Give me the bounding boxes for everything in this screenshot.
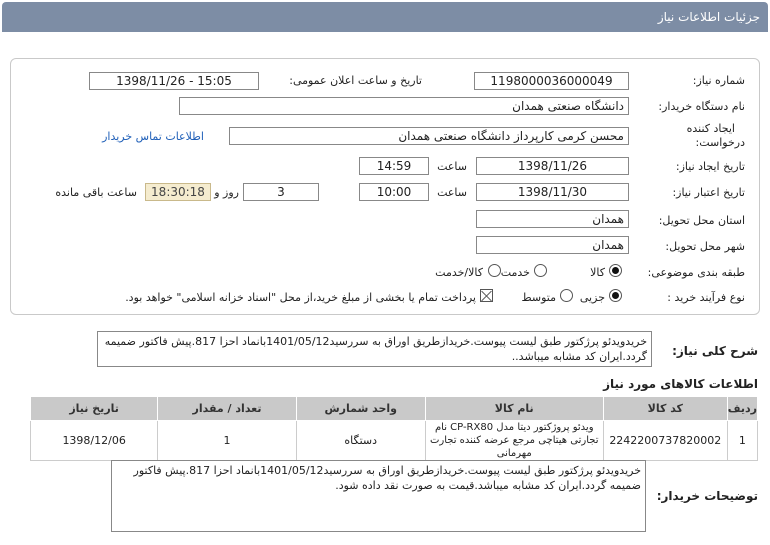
col-row: ردیف [727, 397, 757, 421]
province-field[interactable]: همدان [476, 210, 629, 228]
goods-title: اطلاعات کالاهای مورد نیاز [603, 377, 758, 391]
category-goods-label: کالا [590, 266, 605, 279]
category-service-radio[interactable] [534, 264, 547, 277]
goods-code: 2242200737820002 [603, 421, 727, 461]
city-field[interactable]: همدان [476, 236, 629, 254]
creator-field[interactable]: محسن کرمی کارپرداز دانشگاه صنعتی همدان [229, 127, 629, 145]
col-unit: واحد شمارش [296, 397, 425, 421]
category-service-label: خدمت [500, 266, 530, 279]
page-title: جزئیات اطلاعات نیاز [657, 10, 760, 24]
row-number: 1 [727, 421, 757, 461]
col-code: کد کالا [603, 397, 727, 421]
contact-buyer-link[interactable]: اطلاعات تماس خریدار [102, 130, 204, 143]
process-medium-radio[interactable] [560, 289, 573, 302]
buyer-notes-text: خریدویدئو پرژکتور طبق لیست پیوست.خریدازطریق اوراق به سررسید1401/05/12بانماد احزا 817.پیش فاکتور ضمیمه گردد.ایران کد مشابه میباشد.قیمت به صورت نقد داده شود. [111, 460, 646, 532]
goods-quantity: 1 [158, 421, 297, 461]
process-label: نوع فرآیند خرید : [667, 291, 745, 304]
process-medium-label: متوسط [521, 291, 556, 304]
goods-date: 1398/12/06 [31, 421, 158, 461]
announce-label: تاریخ و ساعت اعلان عمومی: [289, 74, 422, 87]
valid-time-field[interactable]: 10:00 [359, 183, 429, 201]
need-number-label: شماره نیاز: [692, 74, 745, 87]
remaining-label: ساعت باقی مانده [55, 186, 137, 199]
goods-unit: دستگاه [296, 421, 425, 461]
remaining-time-field: 18:30:18 [145, 183, 211, 201]
days-field[interactable]: 3 [243, 183, 319, 201]
buyer-org-label: نام دستگاه خریدار: [658, 100, 745, 113]
creator-label-2: درخواست: [695, 136, 745, 149]
days-label: روز و [214, 186, 239, 199]
category-goods-service-radio[interactable] [488, 264, 501, 277]
creator-label-1: ایجاد کننده [686, 122, 735, 135]
buyer-org-field[interactable]: دانشگاه صنعتی همدان [179, 97, 629, 115]
page-header [2, 2, 768, 32]
need-details-panel [10, 58, 760, 315]
process-partial-radio[interactable] [609, 289, 622, 302]
province-label: استان محل تحویل: [658, 214, 745, 227]
summary-text: خریدویدئو پرژکتور طبق لیست پیوست.خریدازطریق اوراق به سررسید1401/05/12بانماد احزا 817.پیش فاکتور ضمیمه گردد.ایران کد مشابه میباشد.. [97, 331, 652, 367]
valid-date-label: تاریخ اعتبار نیاز: [672, 186, 745, 199]
goods-table [30, 396, 758, 461]
payment-note: پرداخت تمام یا بخشی از مبلغ خرید،از محل "اسناد خزانه اسلامی" خواهد بود. [125, 291, 476, 304]
created-date-label: تاریخ ایجاد نیاز: [675, 160, 745, 173]
table-row [31, 421, 758, 461]
col-quantity: تعداد / مقدار [158, 397, 297, 421]
created-date-field[interactable]: 1398/11/26 [476, 157, 629, 175]
valid-time-label: ساعت [437, 186, 467, 199]
category-goods-radio[interactable] [609, 264, 622, 277]
category-label: طبقه بندی موضوعی: [647, 266, 745, 279]
goods-name: ویدئو پروژکتور دیتا مدل CP-RX80 نام تجارتی هیتاچی مرجع عرضه کننده تجارت مهرمانی [425, 421, 603, 461]
need-number-field[interactable]: 1198000036000049 [474, 72, 629, 90]
buyer-notes-label: توضیحات خریدار: [656, 489, 758, 503]
created-time-field[interactable]: 14:59 [359, 157, 429, 175]
col-date: تاریخ نیاز [31, 397, 158, 421]
treasury-payment-checkbox[interactable] [480, 289, 493, 302]
category-goods-service-label: کالا/خدمت [435, 266, 483, 279]
col-name: نام کالا [425, 397, 603, 421]
goods-table-header [31, 397, 758, 421]
announce-field[interactable]: 1398/11/26 - 15:05 [89, 72, 259, 90]
process-partial-label: جزیی [579, 291, 605, 304]
summary-label: شرح کلی نیاز: [672, 344, 758, 358]
created-time-label: ساعت [437, 160, 467, 173]
city-label: شهر محل تحویل: [665, 240, 745, 253]
valid-date-field[interactable]: 1398/11/30 [476, 183, 629, 201]
